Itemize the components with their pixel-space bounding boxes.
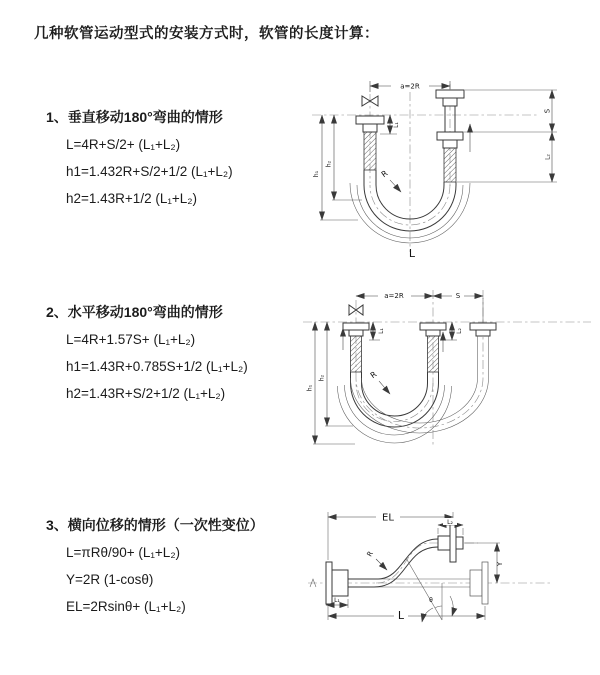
section-2 xyxy=(46,303,248,407)
dim-label-l: L xyxy=(408,247,416,260)
section-1-formulas xyxy=(46,131,233,212)
hose-u-bend-solid xyxy=(338,372,452,443)
diagram-horizontal-180-bend xyxy=(295,278,600,453)
dimension-h2 xyxy=(326,115,363,200)
dimension-el xyxy=(328,511,453,561)
formula-line: L=4R+S/2+ (L₁+L₂) xyxy=(66,137,181,152)
right-fitting-moved xyxy=(470,323,496,336)
dim-label-l1: L₁ xyxy=(334,597,340,604)
dimension-h1 xyxy=(313,115,358,220)
dim-label-l1: L₁ xyxy=(378,328,385,334)
section-2-formulas xyxy=(46,326,248,407)
radius-callout xyxy=(380,168,401,192)
dim-label-el: EL xyxy=(382,512,394,524)
section-2-heading: 2、水平移动180°弯曲的情形 xyxy=(46,304,223,320)
section-3 xyxy=(46,516,264,620)
section-3-formulas xyxy=(46,539,264,620)
hose-s-curve xyxy=(348,539,438,587)
upper-right-flange xyxy=(438,524,463,562)
dimension-l1 xyxy=(369,322,385,340)
formula-line: Y=2R (1-cosθ) xyxy=(66,572,154,587)
left-fitting xyxy=(356,116,384,170)
dimension-h1 xyxy=(307,322,356,444)
page-title: 几种软管运动型式的安装方式时，软管的长度计算： xyxy=(34,26,379,42)
dimension-h2 xyxy=(319,322,354,426)
dimension-a2r xyxy=(356,291,433,301)
formula-line: h1=1.432R+S/2+1/2 (L₁+L₂) xyxy=(66,164,233,179)
dim-label-a2r: a=2R xyxy=(384,292,404,300)
dim-label-l: L xyxy=(397,609,405,622)
dim-label-h1: h₁ xyxy=(306,384,314,392)
formula-line: h2=1.43R+S/2+1/2 (L₁+L₂) xyxy=(66,386,226,401)
left-fitting xyxy=(343,323,369,372)
dim-label-a2r: a=2R xyxy=(400,82,420,91)
centerlines xyxy=(312,84,538,252)
section-3-heading: 3、横向位移的情形（一次性变位） xyxy=(46,517,264,533)
dim-label-h2: h₂ xyxy=(318,374,326,382)
formula-line: L=πRθ/90+ (L₁+L₂) xyxy=(66,545,181,560)
diagram-lateral-displacement xyxy=(300,498,600,653)
radius-callout xyxy=(369,369,390,394)
formula-line: h2=1.43R+1/2 (L₁+L₂) xyxy=(66,191,198,206)
dim-label-l2: L₂ xyxy=(544,154,552,160)
dim-label-r: R xyxy=(365,549,375,559)
radius-callout xyxy=(366,550,387,570)
section-1-heading: 1、垂直移动180°弯曲的情形 xyxy=(46,109,223,125)
formula-line: L=4R+1.57S+ (L₁+L₂) xyxy=(66,332,196,347)
right-fitting xyxy=(436,90,464,182)
dim-label-r: R xyxy=(379,168,390,180)
dim-label-h2: h₂ xyxy=(325,160,333,168)
hose-u-bend-moved xyxy=(351,336,489,433)
dim-label-l2: L₂ xyxy=(447,519,453,526)
formula-line: EL=2Rsinθ+ (L₁+L₂) xyxy=(66,599,186,614)
dim-label-s: S xyxy=(455,292,461,300)
dim-label-y: Y xyxy=(496,561,504,567)
dimension-l xyxy=(328,606,485,622)
dim-label-l2: L₂ xyxy=(456,328,463,334)
angle-label-theta: θ xyxy=(429,597,433,604)
dim-label-s: S xyxy=(543,108,552,114)
formula-line: h1=1.43R+0.785S+1/2 (L₁+L₂) xyxy=(66,359,248,374)
diagram-vertical-180-bend xyxy=(300,70,600,265)
angle-construction xyxy=(406,558,453,622)
section-1 xyxy=(46,108,233,212)
dim-label-r: R xyxy=(368,369,379,381)
dimension-s xyxy=(457,90,557,182)
dimension-l2 xyxy=(445,322,463,340)
right-flange-original xyxy=(470,562,488,604)
middle-fitting xyxy=(420,323,446,372)
dim-label-l1: L₁ xyxy=(393,122,400,128)
centerlines xyxy=(303,290,591,446)
dim-label-h1: h₁ xyxy=(313,170,320,178)
dimension-s xyxy=(433,291,483,324)
